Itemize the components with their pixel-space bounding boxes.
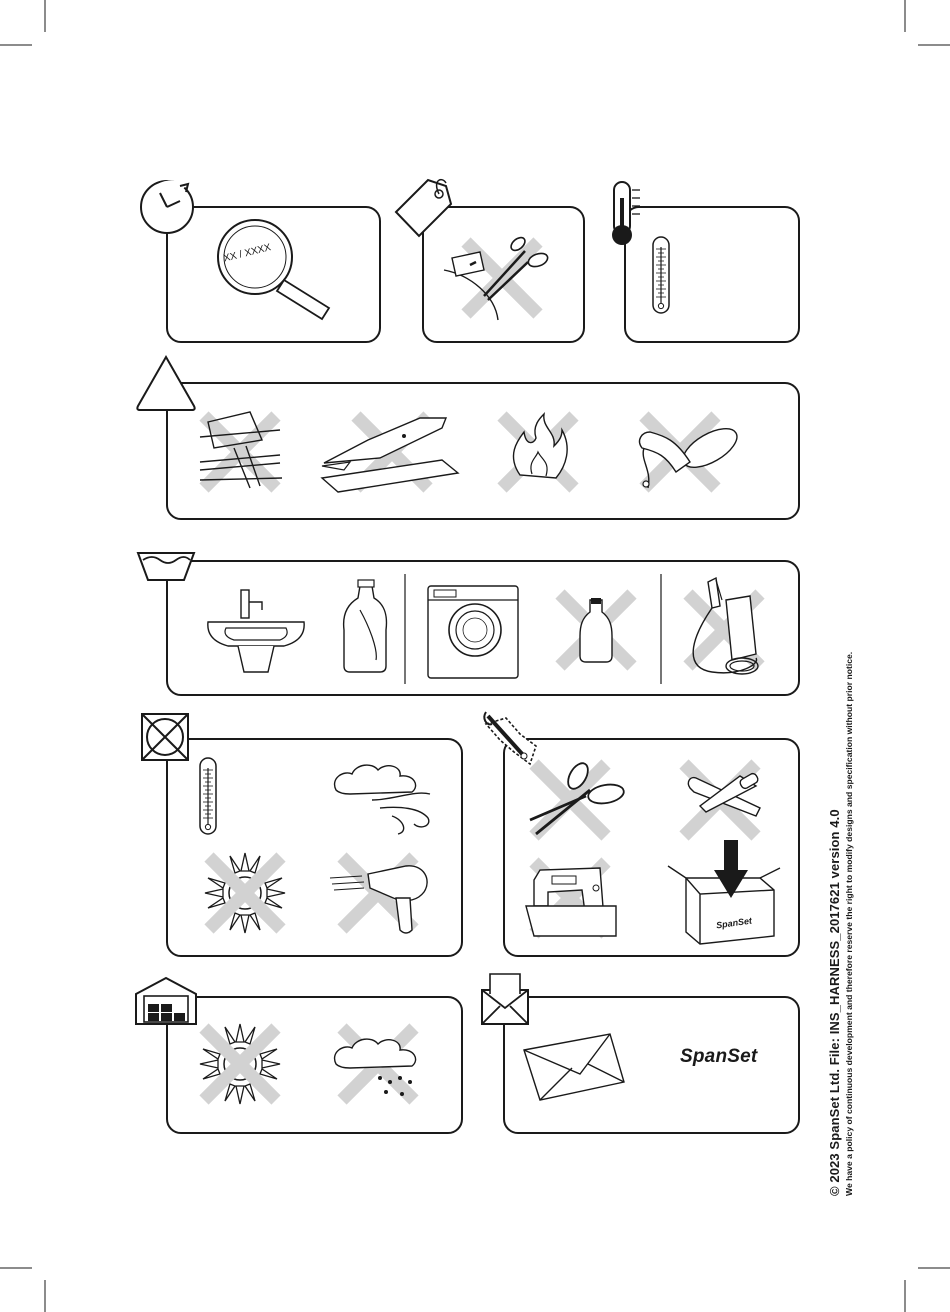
footer-rotated bbox=[826, 596, 866, 1196]
spanset-logo: SpanSet bbox=[680, 1046, 758, 1067]
envelope-letter-icon bbox=[482, 974, 528, 1024]
sink-icon bbox=[208, 590, 304, 672]
hair-dryer-icon bbox=[330, 857, 427, 933]
notice-line: We have a policy of continuous development and therefore reserve the right to modify designs and specification without prior notice. bbox=[844, 651, 854, 1196]
lens-label: XX / XXXX bbox=[222, 242, 273, 265]
chemical-flask-icon bbox=[640, 416, 743, 488]
detergent-bottle-icon bbox=[344, 580, 387, 672]
washing-machine-icon bbox=[428, 586, 518, 678]
panel-temperature bbox=[612, 182, 799, 342]
bleach-bottle-icon bbox=[560, 594, 632, 666]
fire-icon bbox=[502, 414, 574, 488]
thermometer-scale-icon bbox=[653, 237, 669, 313]
inspection-clock-icon bbox=[141, 181, 193, 233]
panel-warning bbox=[137, 357, 799, 519]
sharp-edge-icon bbox=[200, 412, 282, 488]
panel-label bbox=[396, 180, 584, 342]
no-tumble-dry-icon bbox=[142, 714, 188, 760]
envelope-icon bbox=[524, 1034, 624, 1100]
label-tag-icon bbox=[396, 180, 451, 236]
scissors-icon bbox=[530, 760, 625, 836]
copyright-line: © 2023 SpanSet Ltd. File: INS_HARNESS_2017621 version 4.0 bbox=[827, 809, 842, 1196]
pressure-washer-icon bbox=[688, 578, 760, 674]
box-logo-text: SpanSet bbox=[715, 915, 753, 931]
sun-icon bbox=[205, 853, 285, 933]
panel-drying bbox=[142, 714, 462, 956]
thermometer-icon bbox=[612, 182, 640, 245]
warehouse-icon bbox=[136, 978, 196, 1024]
wash-basin-icon bbox=[138, 553, 194, 580]
rain-cloud-icon bbox=[335, 1028, 416, 1100]
panel-storage bbox=[136, 978, 462, 1133]
wind-cloud-icon bbox=[335, 765, 430, 834]
thermometer-scale-icon bbox=[200, 758, 216, 834]
cutter-knife-icon bbox=[322, 416, 458, 492]
wrench-screwdriver-icon bbox=[684, 764, 760, 836]
panel-washing bbox=[138, 553, 799, 695]
scissors-cut-label-icon bbox=[444, 235, 549, 320]
sun-icon bbox=[200, 1024, 280, 1104]
sewing-machine-icon bbox=[526, 862, 616, 936]
